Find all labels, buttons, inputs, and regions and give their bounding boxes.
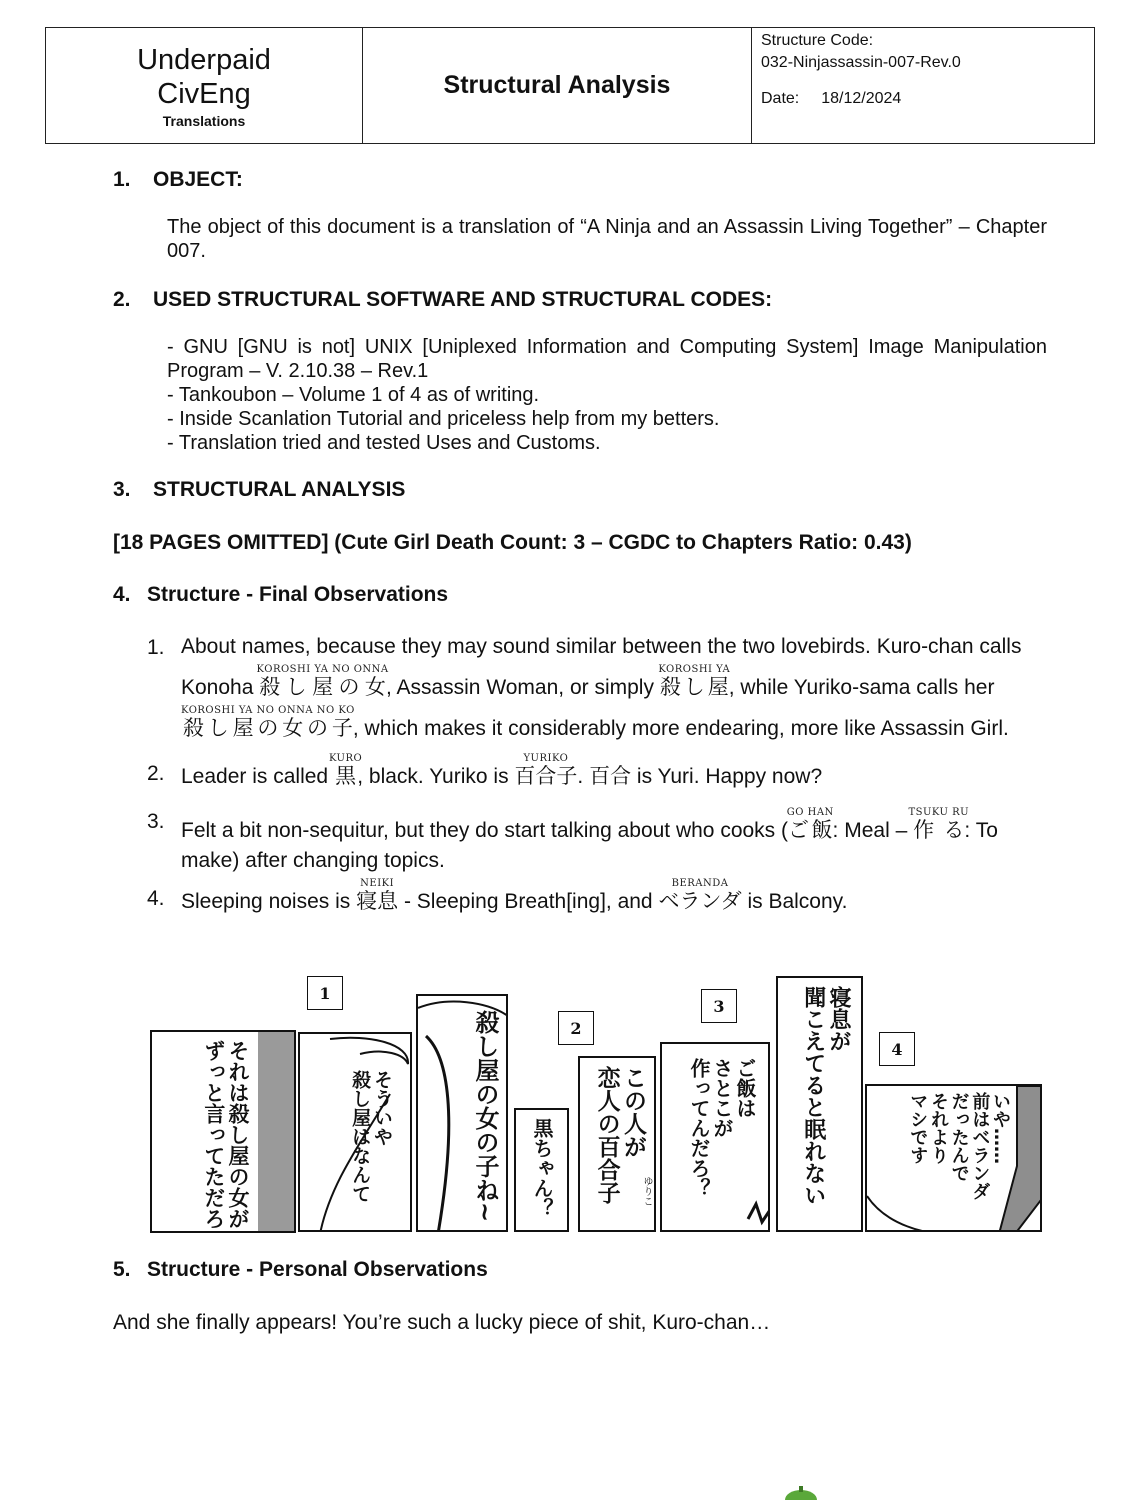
panel-group-tag: 1	[307, 976, 343, 1010]
org-name-line2: CivEng	[157, 77, 251, 110]
ruby-word	[658, 664, 731, 699]
item-number: 1.	[147, 636, 165, 659]
manga-panel	[578, 1056, 656, 1232]
text-run: is Balcony.	[741, 890, 848, 913]
ruby-word	[908, 807, 970, 842]
speech-text: ご飯は さとこが 作ってんだろ？	[687, 1058, 757, 1198]
date-row	[761, 88, 1085, 110]
personal-observation: And she finally appears! You’re such a lucky piece of shit, Kuro-chan…	[113, 1311, 771, 1334]
shaded-figure	[258, 1032, 294, 1233]
section-number: 4.	[113, 583, 131, 606]
section-title: USED STRUCTURAL SOFTWARE AND STRUCTURAL CODES:	[153, 288, 773, 311]
manga-panel	[416, 994, 508, 1232]
text-run: is Yuri. Happy now?	[631, 765, 823, 788]
reading: KOROSHI YA NO ONNA NO KO	[181, 705, 355, 716]
section-4-heading	[113, 583, 448, 607]
section-title: Structure - Personal Observations	[147, 1258, 488, 1281]
observation-item	[147, 878, 1047, 922]
org-cell	[46, 28, 363, 143]
section-title: STRUCTURAL ANALYSIS	[153, 478, 406, 501]
observation-item	[147, 807, 1047, 876]
section-number: 3.	[113, 478, 131, 501]
section-number: 5.	[113, 1258, 131, 1281]
speech-text: それは殺し屋の女が ずっと言ってただろ	[201, 1040, 250, 1229]
mascot-icon	[784, 1486, 818, 1500]
text-run: , black. Yuriko is	[357, 765, 515, 788]
furigana: ゆりこ	[641, 1176, 652, 1206]
org-name-line1: Underpaid	[137, 43, 271, 76]
section-5-heading	[113, 1258, 488, 1282]
document-header	[45, 27, 1095, 144]
manga-panel	[150, 1030, 296, 1233]
reading: YURIKO	[514, 753, 578, 764]
speech-text: 黒ちゃん？	[530, 1118, 554, 1218]
panel-group-tag: 2	[558, 1011, 594, 1045]
jp-word: ご飯	[786, 818, 834, 842]
speech-text: 殺し屋の女の子ね~	[471, 1010, 499, 1223]
ruby-word	[328, 753, 363, 788]
text-run: About names, because they may sound similar between the two lovebirds. Kuro-chan calls Konoha	[181, 635, 1022, 699]
object-paragraph: The object of this document is a translation of “A Ninja and an Assassin Living Together” – Chapter 007.	[167, 216, 1047, 262]
document-title: Structural Analysis	[363, 28, 752, 143]
text-run: : To make) after changing topics.	[181, 819, 998, 872]
item-number: 3.	[147, 810, 165, 833]
manga-panel	[298, 1032, 412, 1232]
speech-text: そういや 殺し屋はなんて	[349, 1070, 393, 1203]
jp-word: 百合	[589, 764, 632, 788]
reading: TSUKU RU	[908, 807, 970, 818]
reading: GO HAN	[786, 807, 834, 818]
reading: BERANDA	[658, 878, 742, 889]
panel-group-tag: 4	[879, 1032, 915, 1066]
omitted-pages-note: [18 PAGES OMITTED] (Cute Girl Death Count: 3 – CGDC to Chapters Ratio: 0.43)	[113, 531, 912, 554]
text-run: : Meal –	[832, 819, 914, 842]
ruby-word	[786, 807, 834, 842]
manga-panel	[776, 976, 863, 1232]
speech-text: この人が 恋人の百合子	[593, 1066, 646, 1204]
observations-list	[147, 634, 1047, 922]
meta-cell	[752, 28, 1094, 143]
jp-word: ベランダ	[658, 889, 742, 913]
jp-word: 黒	[328, 764, 363, 788]
ruby-word	[658, 878, 742, 913]
section-3-heading	[113, 478, 405, 502]
structure-code-value: 032-Ninjassassin-007-Rev.0	[761, 54, 961, 71]
date-label: Date:	[761, 90, 800, 107]
section-1-heading	[113, 168, 243, 192]
reading: KURO	[328, 753, 363, 764]
observation-item	[147, 634, 1047, 749]
date-value: 18/12/2024	[821, 90, 902, 107]
speech-text: いや…… 前はベランダ だったんで それより マシです	[907, 1092, 1011, 1200]
item-text	[181, 626, 1047, 749]
list-item: - Translation tried and tested Uses and Customs.	[167, 432, 601, 454]
jp-word: 寝息	[356, 889, 399, 913]
org-subtitle: Translations	[162, 112, 246, 129]
item-number: 2.	[147, 762, 165, 785]
ruby-word	[256, 664, 389, 699]
section-number: 2.	[113, 288, 131, 311]
manga-panel	[865, 1084, 1042, 1232]
reading: KOROSHI YA	[658, 664, 731, 675]
text-run: , while Yuriko-sama calls her	[728, 676, 995, 699]
ruby-word	[181, 705, 355, 740]
text-run: Felt a bit non-sequitur, but they do start talking about who cooks (	[181, 819, 789, 842]
reading: KOROSHI YA NO ONNA	[256, 664, 389, 675]
section-title: Structure - Final Observations	[147, 583, 449, 606]
section-2-heading	[113, 288, 772, 312]
speech-text: 寝息が 聞こえてると眠れない	[800, 986, 851, 1206]
text-run: , which makes it considerably more endearing, more like Assassin Girl.	[352, 717, 1009, 740]
item-text	[181, 753, 1047, 797]
text-run: , Assassin Woman, or simply	[385, 676, 660, 699]
section-number: 1.	[113, 168, 131, 191]
reading: NEIKI	[356, 878, 399, 889]
structure-code-label: Structure Code:	[761, 32, 874, 49]
section-title: OBJECT:	[153, 168, 243, 191]
ruby-word	[356, 878, 399, 913]
observation-item	[147, 753, 1047, 797]
item-text	[181, 878, 1047, 922]
manga-panel	[514, 1108, 569, 1232]
item-text	[181, 807, 1047, 876]
jp-word: 百合子	[514, 764, 578, 788]
ruby-word	[514, 753, 578, 788]
text-run: Sleeping noises is	[181, 890, 357, 913]
manga-panel-strip	[150, 970, 1042, 1235]
text-run: Leader is called	[181, 765, 334, 788]
jp-word: 殺し屋	[658, 675, 731, 699]
list-item: - Tankoubon – Volume 1 of 4 as of writing.	[167, 384, 540, 406]
jp-word: 殺し屋の女の子	[181, 716, 355, 740]
item-number: 4.	[147, 887, 165, 910]
manga-panel	[660, 1042, 770, 1232]
jp-word: 作る	[908, 818, 970, 842]
jp-word: 殺し屋の女	[256, 675, 389, 699]
panel-group-tag: 3	[701, 989, 737, 1023]
text-run: - Sleeping Breath[ing], and	[398, 890, 659, 913]
software-list	[167, 335, 1047, 455]
list-item: - Inside Scanlation Tutorial and priceless help from my betters.	[167, 408, 720, 430]
list-item: - GNU [GNU is not] UNIX [Uniplexed Information and Computing System] Image Manipulation Program – V. 2.10.38 – Rev.1	[167, 336, 1047, 382]
text-run: .	[577, 765, 590, 788]
